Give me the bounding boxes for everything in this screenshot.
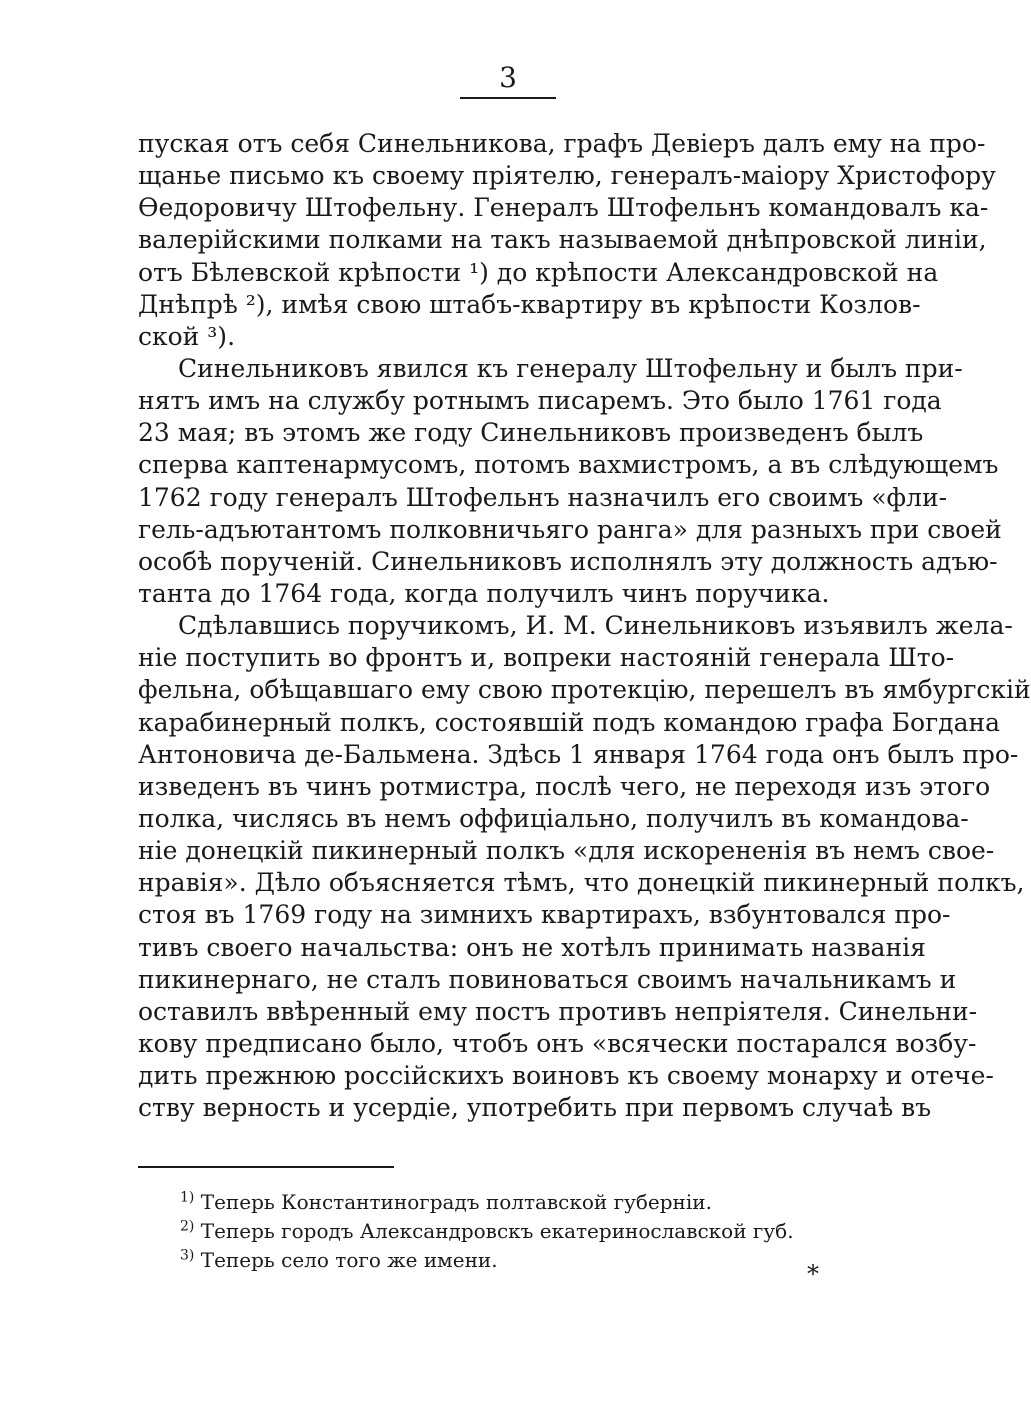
page-number-rule: [460, 97, 556, 99]
footnote-mark: 1): [180, 1189, 195, 1206]
footnote-mark: 2): [180, 1218, 195, 1235]
footnote: [180, 1246, 840, 1275]
text-line: Синельниковъ явился къ генералу Штофельну и былъ при-: [178, 353, 963, 383]
text-line: 23 мая; въ этомъ же году Синельниковъ произведенъ былъ: [138, 418, 924, 448]
text-line: танта до 1764 года, когда получилъ чинъ поручика.: [138, 578, 830, 608]
text-line: щанье письмо къ своему пріятелю, генералъ-маіору Христофору: [138, 161, 996, 191]
footnotes: [180, 1188, 840, 1275]
text-line: ству верность и усердіе, употребить при первомъ случаѣ въ: [138, 1093, 932, 1123]
text-line: 1762 году генералъ Штофельнъ назначилъ его своимъ «фли-: [138, 482, 948, 512]
page-number: 3: [499, 61, 517, 94]
text-line: ніе донецкій пикинерный полкъ «для искорененія въ немъ свое-: [138, 836, 995, 866]
text-line: пуская отъ себя Синельникова, графъ Девіеръ далъ ему на про-: [138, 129, 986, 158]
text-line: отъ Бѣлевской крѣпости ¹) до крѣпости Александровской на: [138, 257, 939, 287]
text-line: особѣ порученій. Синельниковъ исполнялъ эту должность адъю-: [138, 546, 998, 576]
text-line: нравія». Дѣло объясняется тѣмъ, что донецкій пикинерный полкъ,: [138, 868, 1025, 898]
text-line: Днѣпрѣ ²), имѣя свою штабъ-квартиру въ крѣпости Козлов-: [138, 289, 921, 319]
text-line: полка, числясь въ немъ оффиціально, получилъ въ командова-: [138, 803, 969, 833]
footnote-text: Теперь Константиноградъ полтавской губерніи.: [200, 1190, 712, 1214]
text-line: оставилъ ввѣренный ему постъ противъ непріятеля. Синельни-: [138, 996, 978, 1026]
text-line: Ѳедоровичу Штофельну. Генералъ Штофельнъ командовалъ ка-: [138, 193, 989, 223]
text-line: ніе поступить во фронтъ и, вопреки настояній генерала Што-: [138, 643, 955, 673]
footnote-text: Теперь городъ Александровскъ екатеринославской губ.: [200, 1219, 794, 1243]
text-line: сперва каптенармусомъ, потомъ вахмистромъ, а въ слѣдующемъ: [138, 450, 999, 480]
footnote-rule: [138, 1166, 394, 1168]
text-line: дить прежнюю россійскихъ воиновъ къ своему монарху и отече-: [138, 1061, 994, 1091]
footnote-mark: 3): [180, 1247, 195, 1264]
text-line: ской ³).: [138, 321, 236, 351]
text-line: стоя въ 1769 году на зимнихъ квартирахъ, взбунтовался про-: [138, 900, 951, 930]
text-line: тивъ своего начальства: онъ не хотѣлъ принимать названія: [138, 932, 926, 962]
footnote: [180, 1217, 840, 1246]
text-line: изведенъ въ чинъ ротмистра, послѣ чего, не переходя изъ этого: [138, 771, 991, 801]
text-line: Сдѣлавшись поручикомъ, И. М. Синельниковъ изъявилъ жела-: [178, 611, 1013, 641]
text-line: пикинернаго, не сталъ повиноваться своимъ начальникамъ и: [138, 964, 957, 994]
text-line: фельна, обѣщавшаго ему свою протекцію, перешелъ въ ямбургскій: [138, 675, 1031, 705]
text-line: кову предписано было, чтобъ онъ «всячески постарался возбу-: [138, 1028, 977, 1058]
signature-mark: *: [807, 1260, 819, 1288]
text-line: Антоновича де-Бальмена. Здѣсь 1 января 1764 года онъ былъ про-: [138, 739, 1019, 769]
text-line: карабинерный полкъ, состоявшій подъ командою графа Богдана: [138, 707, 1001, 737]
text-line: гель-адъютантомъ полковничьяго ранга» для разныхъ при своей: [138, 514, 1002, 544]
footnote-text: Теперь село того же имени.: [200, 1248, 498, 1272]
text-line: валерійскими полками на такъ называемой днѣпровской линіи,: [138, 225, 987, 255]
footnote: [180, 1188, 840, 1217]
text-line: нятъ имъ на службу ротнымъ писаремъ. Это было 1761 года: [138, 386, 942, 416]
body-text: [138, 128, 1031, 1124]
